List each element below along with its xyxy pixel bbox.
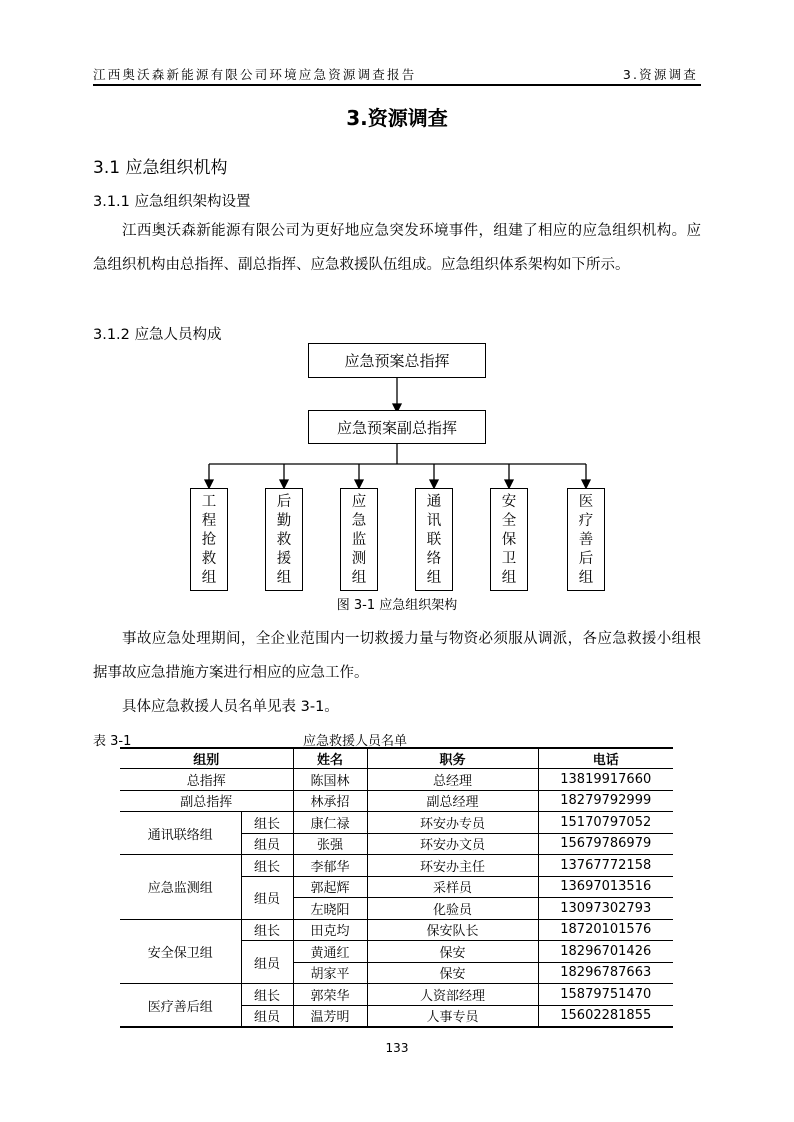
org-box-communication-liaison: 通 讯 联 络 组 <box>415 488 453 591</box>
org-box-logistics-rescue: 后 勤 救 援 组 <box>265 488 303 591</box>
header-position: 职务 <box>367 748 538 769</box>
paragraph-dispatch: 事故应急处理期间，全企业范围内一切救援力量与物资必须服从调派，各应急救援小组根据事故应急措施方案进行相应的应急工作。 <box>93 631 701 681</box>
cell-position: 人资部经理 <box>367 984 538 1006</box>
header-title: 江西奥沃森新能源有限公司环境应急资源调查报告 <box>93 67 417 82</box>
header-group: 组别 <box>120 748 293 769</box>
paragraph-table-reference: 具体应急救援人员名单见表 3-1。 <box>122 699 339 715</box>
page-number: 133 <box>385 1041 409 1055</box>
cell-name: 田克均 <box>293 919 367 941</box>
cell-position: 保安 <box>367 941 538 963</box>
section-3-1-heading: 3.1 应急组织机构 <box>93 158 228 178</box>
header-name: 姓名 <box>293 748 367 769</box>
cell-group: 副总指挥 <box>120 790 293 812</box>
cell-role: 组员 <box>241 941 293 984</box>
cell-phone: 18296787663 <box>538 962 673 984</box>
org-box-commander: 应急预案总指挥 <box>308 343 486 378</box>
cell-name: 陈国林 <box>293 769 367 791</box>
cell-phone: 15170797052 <box>538 812 673 834</box>
cell-group: 总指挥 <box>120 769 293 791</box>
paragraph-org-intro: 江西奥沃森新能源有限公司为更好地应急突发环境事件，组建了相应的应急组织机构。应急组织机构由总指挥、副总指挥、应急救援队伍组成。应急组织体系架构如下所示。 <box>93 223 701 273</box>
cell-position: 总经理 <box>367 769 538 791</box>
org-box-deputy-commander: 应急预案副总指挥 <box>308 410 486 444</box>
cell-position: 人事专员 <box>367 1005 538 1027</box>
figure-caption: 图 3-1 应急组织架构 <box>336 598 458 613</box>
cell-name: 康仁禄 <box>293 812 367 834</box>
cell-role: 组长 <box>241 855 293 877</box>
cell-role: 组长 <box>241 812 293 834</box>
personnel-table <box>120 747 673 1028</box>
cell-position: 环安办专员 <box>367 812 538 834</box>
cell-role: 组长 <box>241 919 293 941</box>
cell-phone: 18279792999 <box>538 790 673 812</box>
cell-role: 组员 <box>241 1005 293 1027</box>
table-label: 表 3-1 <box>93 734 132 749</box>
table-title: 应急救援人员名单 <box>303 734 408 749</box>
cell-role: 组员 <box>241 833 293 855</box>
header-section: 3.资源调查 <box>622 67 698 82</box>
cell-phone: 18720101576 <box>538 919 673 941</box>
table-row <box>120 984 673 1006</box>
table-row <box>120 790 673 812</box>
cell-group: 医疗善后组 <box>120 984 241 1028</box>
cell-group: 通讯联络组 <box>120 812 241 855</box>
section-3-1-1-heading: 3.1.1 应急组织架构设置 <box>93 194 251 210</box>
cell-name: 郭荣华 <box>293 984 367 1006</box>
cell-name: 林承招 <box>293 790 367 812</box>
cell-name: 郭起辉 <box>293 876 367 898</box>
header-phone: 电话 <box>538 748 673 769</box>
org-box-emergency-monitoring: 应 急 监 测 组 <box>340 488 378 591</box>
chapter-title: 3.资源调查 <box>346 106 448 130</box>
cell-role: 组长 <box>241 984 293 1006</box>
section-3-1-2-heading: 3.1.2 应急人员构成 <box>93 327 222 343</box>
cell-phone: 13097302793 <box>538 898 673 920</box>
cell-phone: 15879751470 <box>538 984 673 1006</box>
cell-position: 副总经理 <box>367 790 538 812</box>
cell-position: 环安办主任 <box>367 855 538 877</box>
cell-group: 应急监测组 <box>120 855 241 920</box>
cell-name: 温芳明 <box>293 1005 367 1027</box>
cell-position: 保安队长 <box>367 919 538 941</box>
cell-name: 黄通红 <box>293 941 367 963</box>
cell-phone: 13767772158 <box>538 855 673 877</box>
table-row <box>120 855 673 877</box>
cell-name: 李郁华 <box>293 855 367 877</box>
table-row <box>120 919 673 941</box>
cell-name: 张强 <box>293 833 367 855</box>
cell-position: 环安办文员 <box>367 833 538 855</box>
cell-phone: 15602281855 <box>538 1005 673 1027</box>
cell-group: 安全保卫组 <box>120 919 241 984</box>
cell-position: 采样员 <box>367 876 538 898</box>
cell-phone: 18296701426 <box>538 941 673 963</box>
org-box-security: 安 全 保 卫 组 <box>490 488 528 591</box>
org-box-engineering-rescue: 工 程 抢 救 组 <box>190 488 228 591</box>
cell-position: 保安 <box>367 962 538 984</box>
table-row <box>120 812 673 834</box>
table-row <box>120 769 673 791</box>
org-box-medical-aftermath: 医 疗 善 后 组 <box>567 488 605 591</box>
cell-phone: 13819917660 <box>538 769 673 791</box>
cell-phone: 15679786979 <box>538 833 673 855</box>
cell-name: 左晓阳 <box>293 898 367 920</box>
cell-phone: 13697013516 <box>538 876 673 898</box>
table-header-row <box>120 748 673 769</box>
cell-role: 组员 <box>241 876 293 919</box>
cell-position: 化验员 <box>367 898 538 920</box>
cell-name: 胡家平 <box>293 962 367 984</box>
